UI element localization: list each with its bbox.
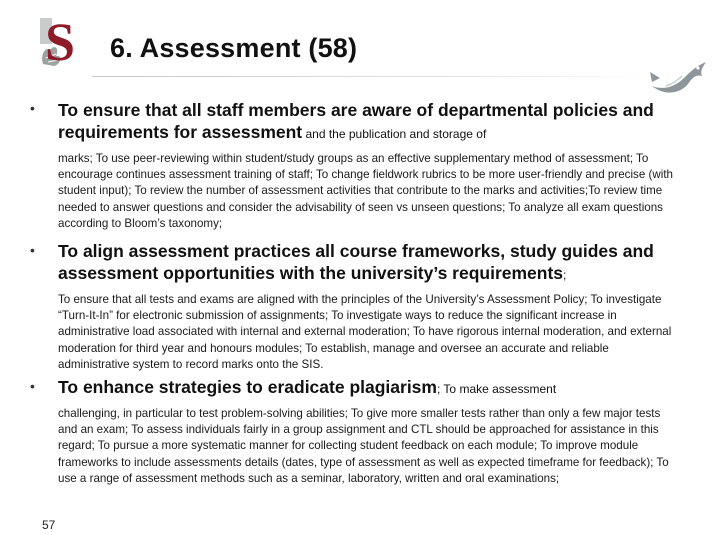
bullet-marker: •	[30, 242, 35, 258]
page-number: 57	[42, 518, 56, 532]
bullet-heading	[58, 376, 682, 400]
svg-text:S: S	[44, 14, 76, 72]
bullet-heading	[58, 99, 682, 145]
bullet-heading-text: To enhance strategies to eradicate plagiarism	[58, 377, 437, 397]
bullet-item	[58, 99, 682, 232]
title-divider	[92, 76, 652, 77]
bullet-heading-text: To align assessment practices all course frameworks, study guides and assessment opportunities with the university’s requirements	[58, 241, 654, 283]
university-logo	[38, 14, 82, 72]
fish-emblem-icon	[648, 56, 710, 98]
bullet-body: To ensure that all tests and exams are aligned with the principles of the University’s Assessment Policy; To investigate “Turn-It-In” for electronic submission of assignments; To investigate ways to reduce the significant increase in administrative load associated with internal and external moderation; To have rigorous internal moderation, and external moderation for third year and honours modules; To establish, manage and oversee an accurate and reliable administrative system to record marks onto the SIS.	[58, 293, 672, 371]
bullet-item	[58, 240, 682, 373]
bullet-item	[58, 376, 682, 487]
bullet-heading-tail: ;	[563, 268, 567, 282]
bullet-marker: •	[30, 378, 35, 394]
bullet-heading	[58, 240, 682, 286]
slide-title: 6. Assessment (58)	[110, 33, 358, 63]
bullet-heading-tail: ; To make assessment	[436, 382, 557, 396]
bullet-body: marks; To use peer-reviewing within student/study groups as an effective supplementary method of assessment; To encourage continues assessment training of staff; To change fieldwork rubrics to be more user-friendly and precise (with student input); To review the number of assessment activities that contribute to the marks and activities;To review time needed to answer questions and consider the advisability of seen vs unseen questions; To analyze all exam questions according to Bloom’s taxonomy;	[58, 152, 673, 230]
bullet-heading-tail: and the publication and storage of	[302, 127, 487, 141]
bullet-marker: •	[30, 100, 35, 116]
bullet-heading-text: To ensure that all staff members are aware of departmental policies and requirements for assessment	[58, 100, 654, 142]
bullet-body: challenging, in particular to test problem-solving abilities; To give more smaller tests rather than only a few major tests and an exam; To assess individuals fairly in a group assignment and CTL should be approached for assistance in this regard; To pursue a more systematic manner for collecting student feedback on each module; To improve module frameworks to include assessments details (dates, type of assessment as well as expected timeframe for feedback); To use a range of assessment methods such as a seminar, laboratory, written and oral examinations;	[58, 407, 669, 485]
